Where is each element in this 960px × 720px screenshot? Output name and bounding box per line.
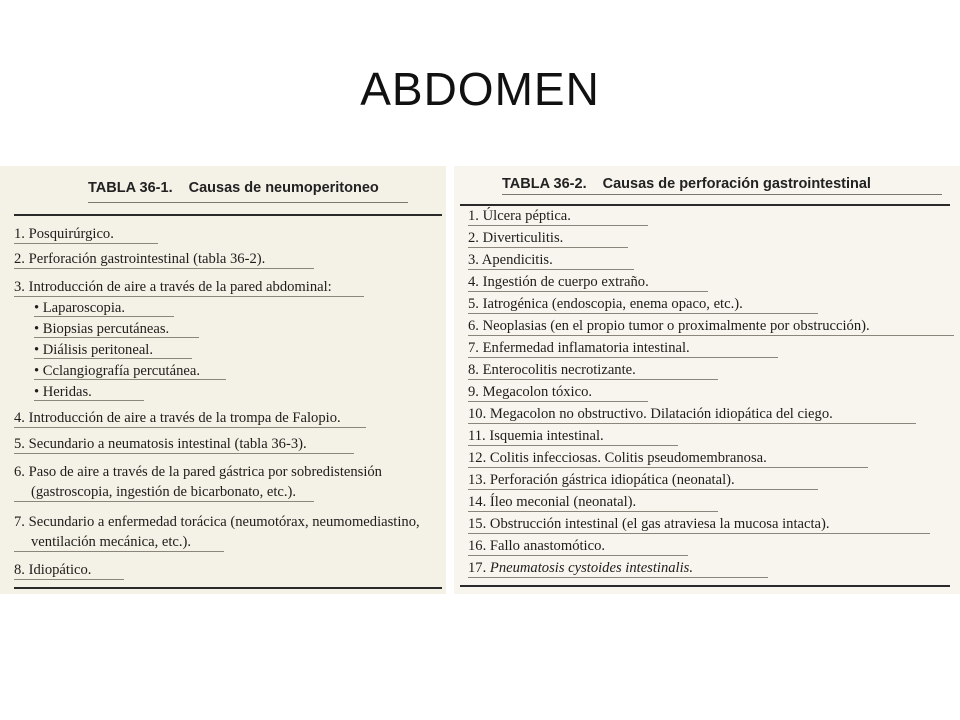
item-underline [468, 401, 648, 402]
list-item: 13. Perforación gástrica idiopática (neonatal). [468, 472, 735, 488]
item-underline [14, 296, 364, 297]
item-underline [468, 467, 868, 468]
item-underline [468, 577, 768, 578]
item-underline [34, 337, 199, 338]
table-36-1-header [88, 180, 379, 196]
header-underline [88, 202, 408, 203]
table-36-1-scan [0, 166, 446, 594]
item-underline [468, 511, 718, 512]
list-item: • Biopsias percutáneas. [34, 321, 170, 337]
table-36-1-number: TABLA 36-1. [88, 180, 173, 196]
item-underline [14, 268, 314, 269]
table-36-2-scan [454, 166, 960, 594]
item-underline [468, 489, 818, 490]
list-item: 11. Isquemia intestinal. [468, 428, 604, 444]
item-underline [468, 379, 718, 380]
item-underline [34, 379, 226, 380]
list-item: 9. Megacolon tóxico. [468, 384, 593, 400]
item-underline [468, 269, 634, 270]
list-item: 1. Úlcera péptica. [468, 208, 571, 224]
item-underline [34, 358, 192, 359]
list-item: 3. Apendicitis. [468, 252, 553, 268]
table-bottom-rule [460, 585, 950, 587]
list-item: 12. Colitis infecciosas. Colitis pseudomembranosa. [468, 450, 767, 466]
item-underline [468, 247, 628, 248]
item-underline [468, 291, 708, 292]
list-item: 2. Perforación gastrointestinal (tabla 36-2). [14, 251, 266, 267]
list-item: 17. Pneumatosis cystoides intestinalis. [468, 560, 693, 576]
list-item: 15. Obstrucción intestinal (el gas atraviesa la mucosa intacta). [468, 516, 830, 532]
item-underline [14, 453, 354, 454]
list-item: 1. Posquirúrgico. [14, 226, 114, 242]
list-item: (gastroscopia, ingestión de bicarbonato, etc.). [31, 484, 297, 500]
item-underline [468, 423, 916, 424]
table-bottom-rule [14, 587, 442, 589]
list-item: 2. Diverticulitis. [468, 230, 564, 246]
item-underline [14, 243, 158, 244]
list-item: • Diálisis peritoneal. [34, 342, 154, 358]
list-item: 7. Enfermedad inflamatoria intestinal. [468, 340, 690, 356]
item-underline [468, 225, 648, 226]
list-item: 3. Introducción de aire a través de la pared abdominal: [14, 279, 332, 295]
list-item: • Cclangiografía percutánea. [34, 363, 200, 379]
list-item: 7. Secundario a enfermedad torácica (neumotórax, neumomediastino, [14, 514, 420, 530]
list-item: 8. Idiopático. [14, 562, 92, 578]
table-top-rule [14, 214, 442, 216]
item-underline [468, 357, 778, 358]
list-item: 5. Iatrogénica (endoscopia, enema opaco, etc.). [468, 296, 743, 312]
item-underline [34, 316, 174, 317]
item-underline [468, 445, 678, 446]
item-underline [14, 501, 314, 502]
header-underline [502, 194, 942, 195]
list-item: 16. Fallo anastomótico. [468, 538, 606, 554]
list-item: 5. Secundario a neumatosis intestinal (tabla 36-3). [14, 436, 307, 452]
table-top-rule [460, 204, 950, 206]
list-item: 10. Megacolon no obstructivo. Dilatación idiopática del ciego. [468, 406, 833, 422]
list-item: 8. Enterocolitis necrotizante. [468, 362, 636, 378]
item-underline [468, 555, 688, 556]
list-item: 6. Neoplasias (en el propio tumor o proximalmente por obstrucción). [468, 318, 870, 334]
list-item: 4. Introducción de aire a través de la trompa de Falopio. [14, 410, 341, 426]
list-item: 6. Paso de aire a través de la pared gástrica por sobredistensión [14, 464, 382, 480]
list-item: 4. Ingestión de cuerpo extraño. [468, 274, 649, 290]
list-item: 14. Íleo meconial (neonatal). [468, 494, 637, 510]
item-underline [14, 551, 224, 552]
item-underline [14, 579, 124, 580]
table-36-2-caption: Causas de perforación gastrointestinal [602, 176, 871, 192]
list-item: ventilación mecánica, etc.). [31, 534, 192, 550]
table-36-2-header [502, 176, 871, 192]
table-36-1-caption: Causas de neumoperitoneo [188, 180, 379, 196]
item-underline [34, 400, 144, 401]
item-underline [468, 313, 818, 314]
item-underline [468, 335, 954, 336]
item-underline [14, 427, 366, 428]
table-36-2-number: TABLA 36-2. [502, 176, 587, 192]
list-item: • Laparoscopia. [34, 300, 126, 316]
slide-title: ABDOMEN [360, 63, 600, 115]
list-item: • Heridas. [34, 384, 92, 400]
item-underline [468, 533, 930, 534]
